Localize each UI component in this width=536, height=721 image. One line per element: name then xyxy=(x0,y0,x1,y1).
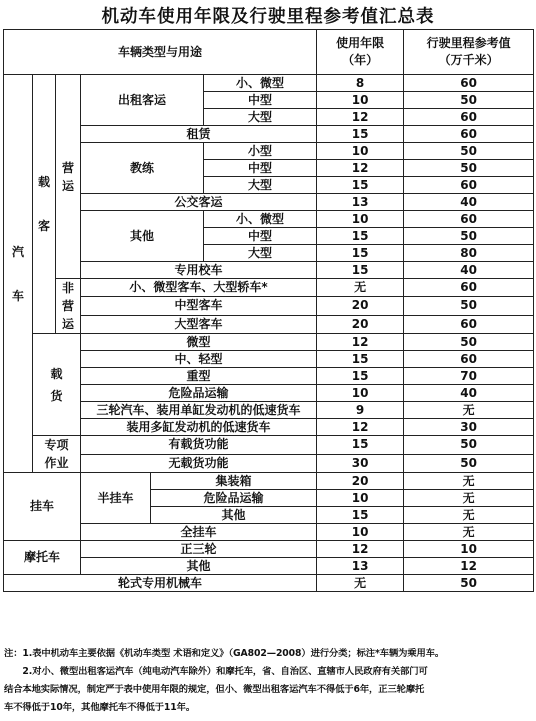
row-label: 微型 xyxy=(81,334,317,351)
header-type-use: 车辆类型与用途 xyxy=(4,30,317,75)
row-mileage: 50 xyxy=(404,297,534,315)
row-years: 15 xyxy=(317,507,404,524)
row-years: 8 xyxy=(317,75,404,92)
row-mileage: 60 xyxy=(404,279,534,297)
row-mileage: 30 xyxy=(404,419,534,436)
row-years: 无 xyxy=(317,279,404,297)
row-mileage: 60 xyxy=(404,126,534,143)
table-row xyxy=(4,402,534,419)
category-qiche: 汽 车 xyxy=(4,75,33,473)
row-mileage: 10 xyxy=(404,541,534,558)
row-years: 15 xyxy=(317,177,404,194)
row-label: 中型客车 xyxy=(81,297,317,315)
row-mileage: 无 xyxy=(404,524,534,541)
row-label: 中、轻型 xyxy=(81,351,317,368)
row-mileage: 60 xyxy=(404,109,534,126)
row-label: 集装箱 xyxy=(151,473,317,490)
row-label: 三轮汽车、装用单缸发动机的低速货车 xyxy=(81,402,317,419)
row-label: 专用校车 xyxy=(81,262,317,279)
row-years: 13 xyxy=(317,558,404,575)
row-mileage: 无 xyxy=(404,473,534,490)
note-line: 2.对小、微型出租客运汽车（纯电动汽车除外）和摩托车，省、自治区、直辖市人民政府有关部门可 xyxy=(4,666,428,677)
row-label: 轮式专用机械车 xyxy=(4,575,317,592)
table-row xyxy=(4,126,534,143)
table-row xyxy=(4,368,534,385)
row-mileage: 60 xyxy=(404,315,534,333)
row-mileage: 60 xyxy=(404,211,534,228)
row-label: 公交客运 xyxy=(81,194,317,211)
row-mileage: 无 xyxy=(404,507,534,524)
note-line: 结合本地实际情况，制定严于表中使用年限的规定，但小、微型出租客运汽车不得低于6年，正三轮摩托 xyxy=(4,684,425,695)
vehicle-table xyxy=(3,29,534,592)
table-row xyxy=(4,75,534,92)
category-zaihuo: 载 货 xyxy=(33,334,81,436)
table-row xyxy=(4,297,534,315)
row-label: 大型 xyxy=(204,177,317,194)
table-row xyxy=(4,194,534,211)
header-row xyxy=(4,30,534,75)
row-label: 大型 xyxy=(204,245,317,262)
row-label: 大型客车 xyxy=(81,315,317,333)
category-feiyingyun: 非 营 运 xyxy=(56,279,81,334)
note-line: 车不得低于10年，其他摩托车不得低于11年。 xyxy=(4,702,196,713)
row-years: 20 xyxy=(317,315,404,333)
category-motuoche: 摩托车 xyxy=(4,541,81,575)
table-row xyxy=(4,334,534,351)
subcat-qita: 其他 xyxy=(81,211,204,262)
row-mileage: 50 xyxy=(404,228,534,245)
row-mileage: 80 xyxy=(404,245,534,262)
row-years: 15 xyxy=(317,436,404,455)
category-zaike: 载 客 xyxy=(33,75,56,334)
row-label: 正三轮 xyxy=(81,541,317,558)
table-row xyxy=(4,351,534,368)
row-label: 中型 xyxy=(204,228,317,245)
row-years: 10 xyxy=(317,211,404,228)
row-years: 12 xyxy=(317,419,404,436)
table-row xyxy=(4,524,534,541)
row-mileage: 50 xyxy=(404,454,534,473)
table-row xyxy=(4,454,534,473)
row-years: 15 xyxy=(317,228,404,245)
row-mileage: 50 xyxy=(404,575,534,592)
row-label: 租赁 xyxy=(81,126,317,143)
category-zhuanxiang: 专项 作业 xyxy=(33,436,81,473)
table-row xyxy=(4,279,534,297)
category-guache: 挂车 xyxy=(4,473,81,541)
row-mileage: 无 xyxy=(404,402,534,419)
row-label: 中型 xyxy=(204,160,317,177)
row-mileage: 50 xyxy=(404,160,534,177)
row-label: 大型 xyxy=(204,109,317,126)
row-years: 10 xyxy=(317,524,404,541)
table-row xyxy=(4,436,534,455)
subcat-jiaolian: 教练 xyxy=(81,143,204,194)
subcat-banguache: 半挂车 xyxy=(81,473,151,524)
row-label: 小型 xyxy=(204,143,317,160)
row-years: 20 xyxy=(317,473,404,490)
row-mileage: 12 xyxy=(404,558,534,575)
row-years: 12 xyxy=(317,541,404,558)
category-yingyun: 营 运 xyxy=(56,75,81,279)
row-mileage: 40 xyxy=(404,385,534,402)
row-years: 12 xyxy=(317,160,404,177)
subcat-chuzu: 出租客运 xyxy=(81,75,204,126)
table-row xyxy=(4,558,534,575)
table-row xyxy=(4,315,534,333)
row-mileage: 60 xyxy=(404,75,534,92)
row-label: 小、微型 xyxy=(204,211,317,228)
row-years: 10 xyxy=(317,490,404,507)
row-label: 小、微型客车、大型轿车* xyxy=(81,279,317,297)
row-years: 15 xyxy=(317,262,404,279)
row-mileage: 50 xyxy=(404,436,534,455)
row-years: 12 xyxy=(317,334,404,351)
table-row xyxy=(4,143,534,160)
row-years: 13 xyxy=(317,194,404,211)
row-mileage: 60 xyxy=(404,351,534,368)
header-mileage: 行驶里程参考值 （万千米） xyxy=(404,30,534,75)
row-mileage: 50 xyxy=(404,143,534,160)
row-years: 15 xyxy=(317,245,404,262)
row-years: 10 xyxy=(317,385,404,402)
table-row xyxy=(4,262,534,279)
row-mileage: 50 xyxy=(404,334,534,351)
table-row xyxy=(4,385,534,402)
table-row xyxy=(4,419,534,436)
row-mileage: 70 xyxy=(404,368,534,385)
row-years: 12 xyxy=(317,109,404,126)
row-years: 无 xyxy=(317,575,404,592)
row-label: 其他 xyxy=(151,507,317,524)
row-label: 危险品运输 xyxy=(151,490,317,507)
row-label: 全挂车 xyxy=(81,524,317,541)
row-years: 15 xyxy=(317,126,404,143)
row-label: 无载货功能 xyxy=(81,454,317,473)
row-label: 危险品运输 xyxy=(81,385,317,402)
row-label: 装用多缸发动机的低速货车 xyxy=(81,419,317,436)
row-label: 中型 xyxy=(204,92,317,109)
row-mileage: 无 xyxy=(404,490,534,507)
row-mileage: 60 xyxy=(404,177,534,194)
row-years: 10 xyxy=(317,143,404,160)
row-years: 30 xyxy=(317,454,404,473)
header-years: 使用年限 （年） xyxy=(317,30,404,75)
row-years: 9 xyxy=(317,402,404,419)
row-years: 10 xyxy=(317,92,404,109)
row-label: 其他 xyxy=(81,558,317,575)
table-row xyxy=(4,211,534,228)
row-label: 重型 xyxy=(81,368,317,385)
table-row xyxy=(4,541,534,558)
table-row xyxy=(4,575,534,592)
row-mileage: 40 xyxy=(404,262,534,279)
page-title: 机动车使用年限及行驶里程参考值汇总表 xyxy=(101,7,435,27)
row-mileage: 50 xyxy=(404,92,534,109)
row-years: 20 xyxy=(317,297,404,315)
row-mileage: 40 xyxy=(404,194,534,211)
row-years: 15 xyxy=(317,368,404,385)
row-label: 有载货功能 xyxy=(81,436,317,455)
row-years: 15 xyxy=(317,351,404,368)
note-line: 注：1.表中机动车主要依据《机动车类型 术语和定义》（GA802—2008）进行分类；标注*车辆为乘用车。 xyxy=(4,648,445,659)
table-row xyxy=(4,473,534,490)
table-notes xyxy=(4,645,534,717)
row-label: 小、微型 xyxy=(204,75,317,92)
